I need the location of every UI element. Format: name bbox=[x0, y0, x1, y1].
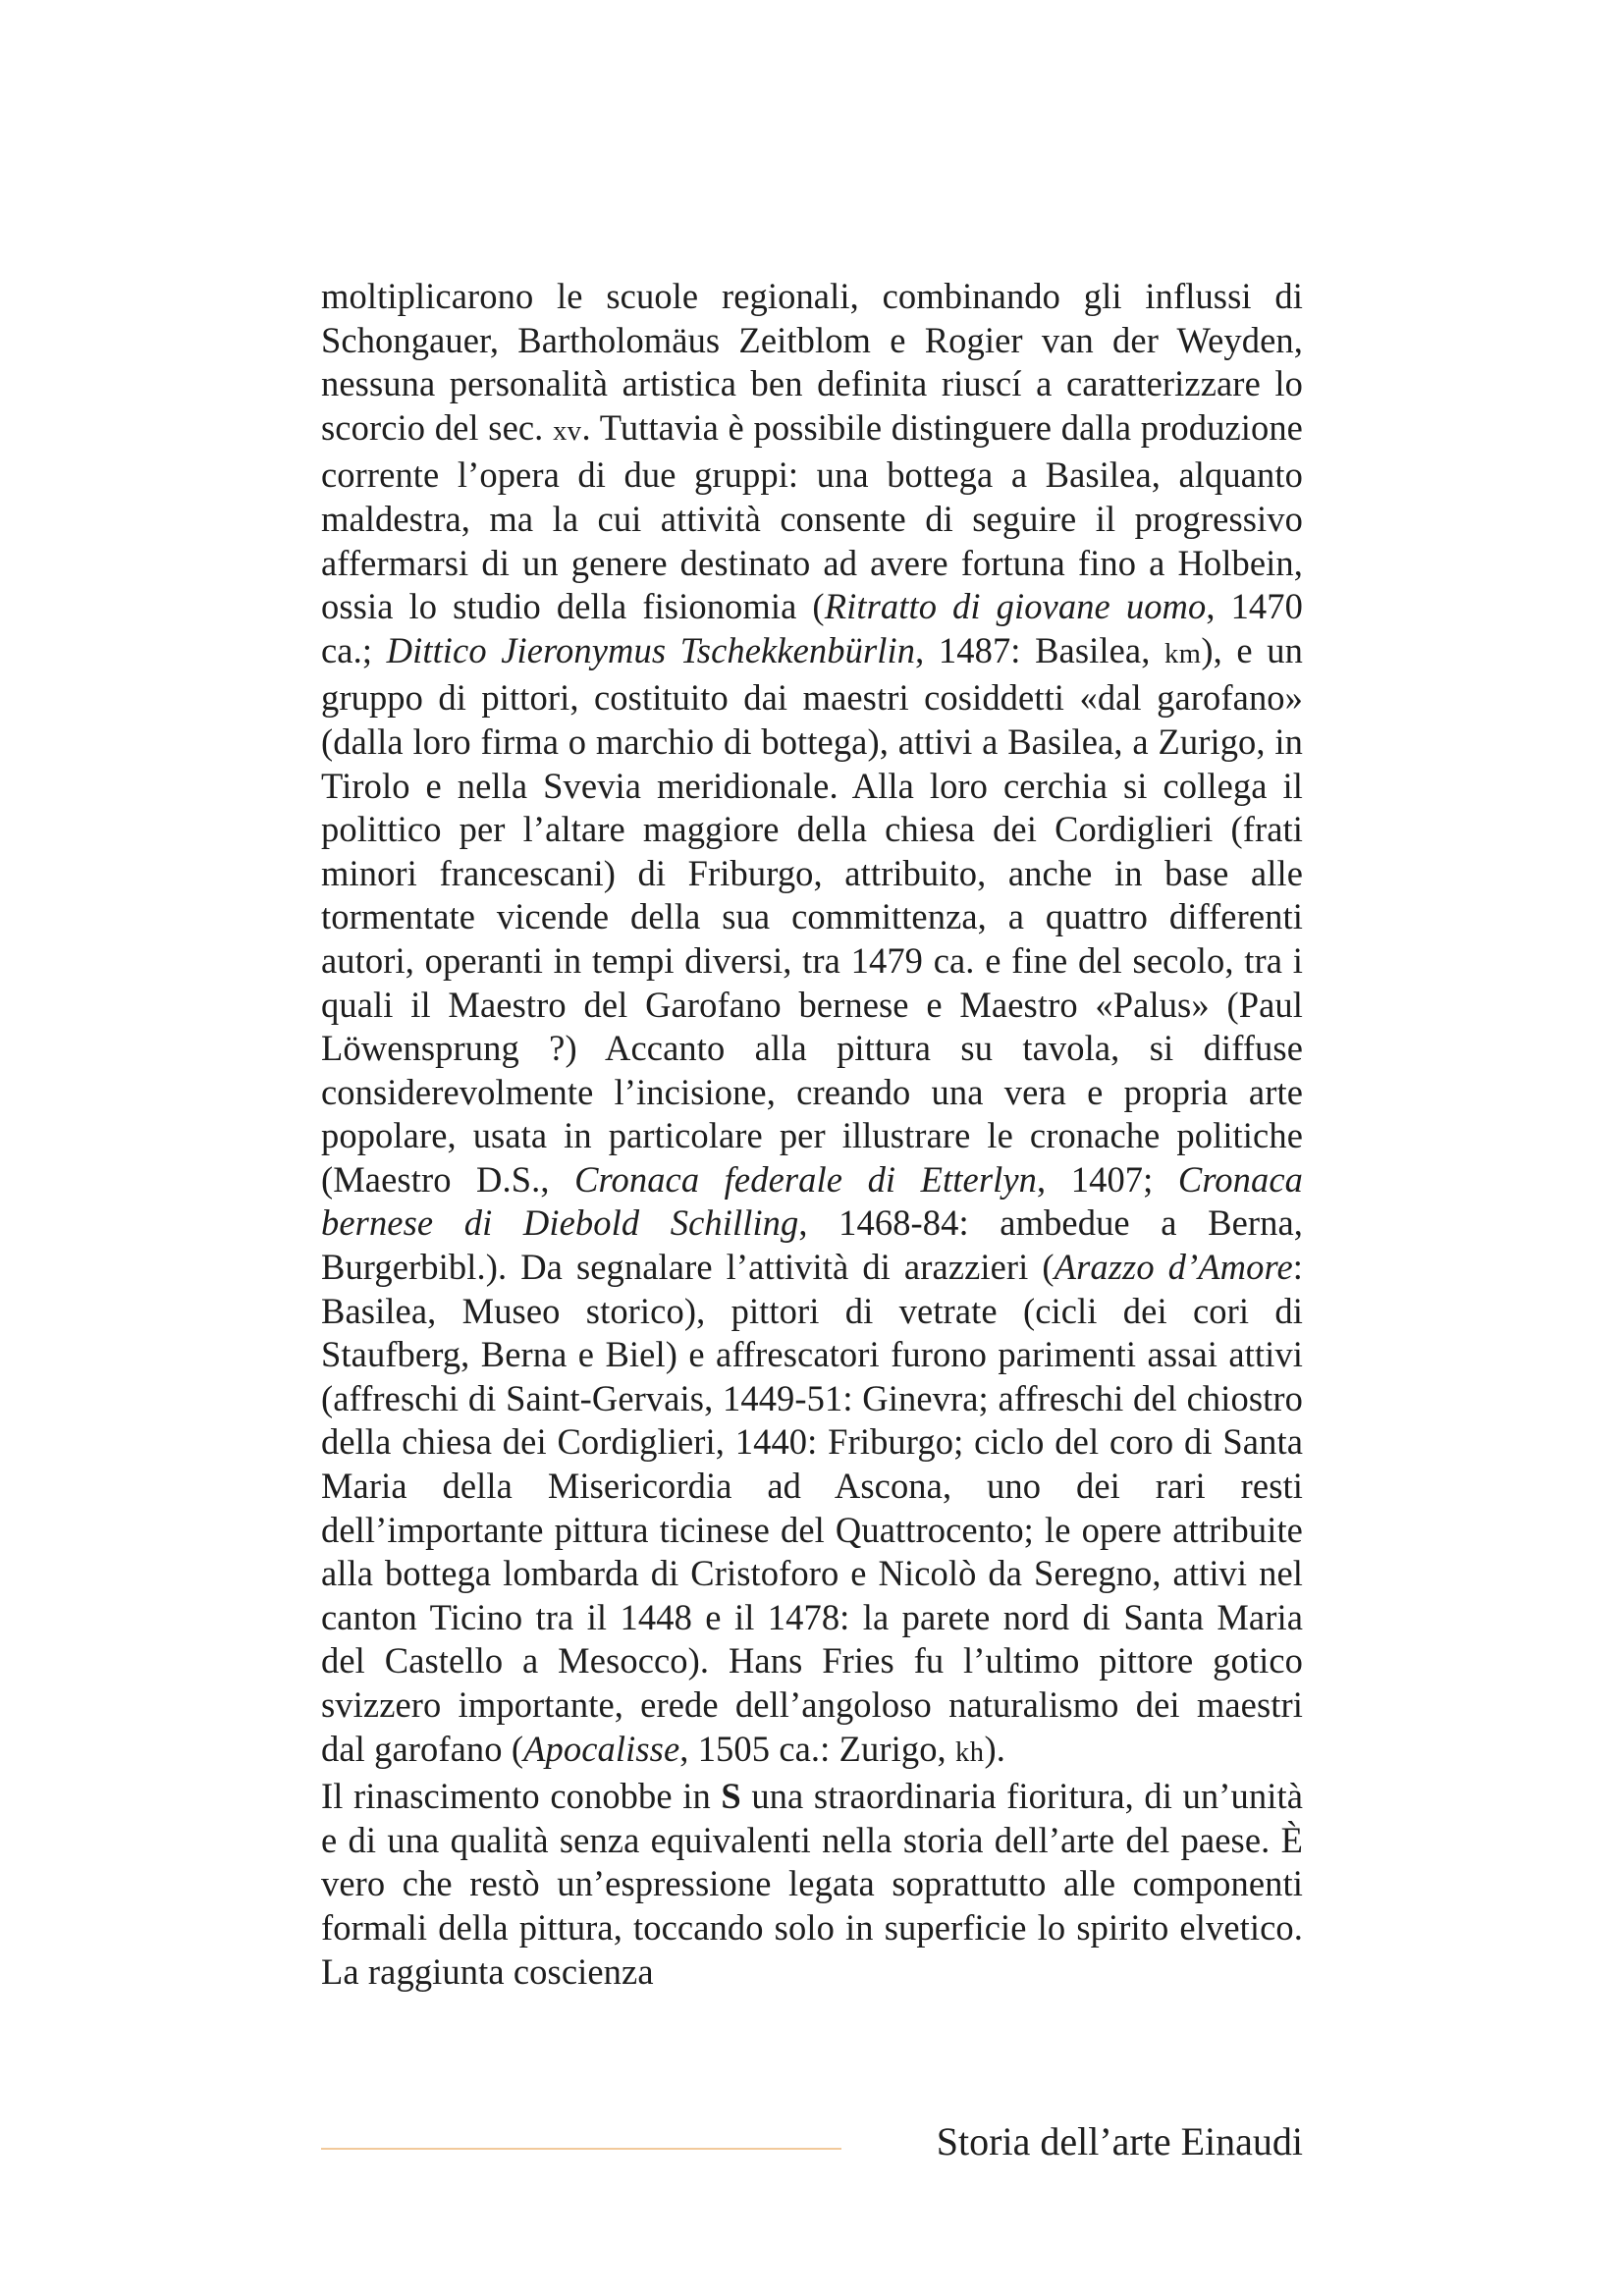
artwork-title: Arazzo d’Amore bbox=[1054, 1247, 1293, 1288]
footer-title: Storia dell’arte Einaudi bbox=[936, 2119, 1303, 2163]
text-run: ), e un gruppo di pittori, costituito dai maestri cosiddetti «dal garofano» (dalla loro firma o marchio di bottega), attivi a Basilea, a Zurigo, in Tirolo e nella Svevia meridionale. Alla loro cerchia si collega il polittico per l’altare maggiore della chiesa dei Cordiglieri (frati minori francescani) di Friburgo, attribuito, anche in base alle tormentate vicende della sua committenza, a quattro differenti autori, operanti in tempi diversi, tra 1479 ca. e fine del secolo, tra i quali il Maestro del Garofano bernese e Maestro «Palus» (Paul Löwensprung ?) Accanto alla pittura su tavola, si diffuse considerevolmente l’incisione, creando una vera e propria arte popolare, usata in particolare per illustrare le cronache politiche (Maestro D.S., bbox=[321, 629, 1303, 1200]
text-run: Il rinascimento conobbe in bbox=[321, 1776, 722, 1817]
paragraph-2 bbox=[321, 1775, 1303, 1994]
text-run: una straordinaria fioritura, di un’unità e di una qualità senza equivalenti nella storia dell’arte del paese. È vero che restò un’espressione legata soprattutto alle componenti formali della pittura, toccando solo in superficie lo spirito elvetico. La raggiunta coscienza bbox=[321, 1776, 1304, 1992]
text-run: , 1468-84: ambedue a Berna, Burgerbibl.). Da segnalare l’attività di arazzieri ( bbox=[321, 1202, 1303, 1288]
artwork-title: Cronaca federale di Etterlyn bbox=[574, 1158, 1038, 1200]
entry-initial: S bbox=[721, 1776, 741, 1817]
artwork-title: Ritratto di giovane uomo bbox=[824, 586, 1207, 627]
artwork-title: Apocalisse bbox=[523, 1728, 680, 1769]
century-numeral: xv bbox=[553, 415, 582, 447]
paragraph-1 bbox=[321, 275, 1303, 1775]
text-run: ). bbox=[984, 1728, 1005, 1769]
artwork-title: Cronaca bernese di Diebold Schilling bbox=[321, 1158, 1303, 1244]
text-run: , 1407; bbox=[1037, 1158, 1178, 1200]
museum-abbreviation: km bbox=[1164, 638, 1202, 669]
text-run: : Basilea, Museo storico), pittori di vetrate (cicli dei cori di Staufberg, Berna e Biel) e affrescatori furono parimenti assai attivi (affreschi di Saint-Gervais, 1449-51: Ginevra; affreschi del chiostro della chiesa dei Cordiglieri, 1440: Friburgo; ciclo del coro di Santa Maria della Misericordia ad Ascona, uno dei rari resti dell’importante pittura ticinese del Quattrocento; le opere attribuite alla bottega lombarda di Cristoforo e Nicolò da Seregno, attivi nel canton Ticino tra il 1448 e il 1478: la parete nord di Santa Maria del Castello a Mesocco). Hans Fries fu l’ultimo pittore gotico svizzero importante, erede dell’angoloso naturalismo dei maestri dal garofano ( bbox=[321, 1247, 1303, 1769]
text-run: moltiplicarono le scuole regionali, combinando gli influssi di Schongauer, Bartholomäus Zeitblom e Rogier van der Weyden, nessuna personalità artistica ben definita riuscí a caratterizzare lo scorcio del sec. bbox=[321, 276, 1303, 448]
artwork-title: Dittico Jieronymus Tschekkenbürlin bbox=[386, 629, 916, 670]
main-text bbox=[321, 275, 1303, 1994]
page-footer bbox=[321, 2115, 1303, 2174]
text-run: , 1487: Basilea, bbox=[915, 629, 1164, 670]
text-run: . Tuttavia è possibile distinguere dalla produzione corrente l’opera di due gruppi: una bottega a Basilea, alquanto maldestra, ma la cui attività consente di seguire il progressivo affermarsi di un genere destinato ad avere fortuna fino a Holbein, ossia lo studio della fisionomia ( bbox=[321, 406, 1303, 627]
footer-rule bbox=[321, 2148, 841, 2150]
text-run: , 1470 ca.; bbox=[321, 586, 1303, 670]
museum-abbreviation: kh bbox=[955, 1736, 985, 1768]
text-run: , 1505 ca.: Zurigo, bbox=[679, 1728, 956, 1769]
